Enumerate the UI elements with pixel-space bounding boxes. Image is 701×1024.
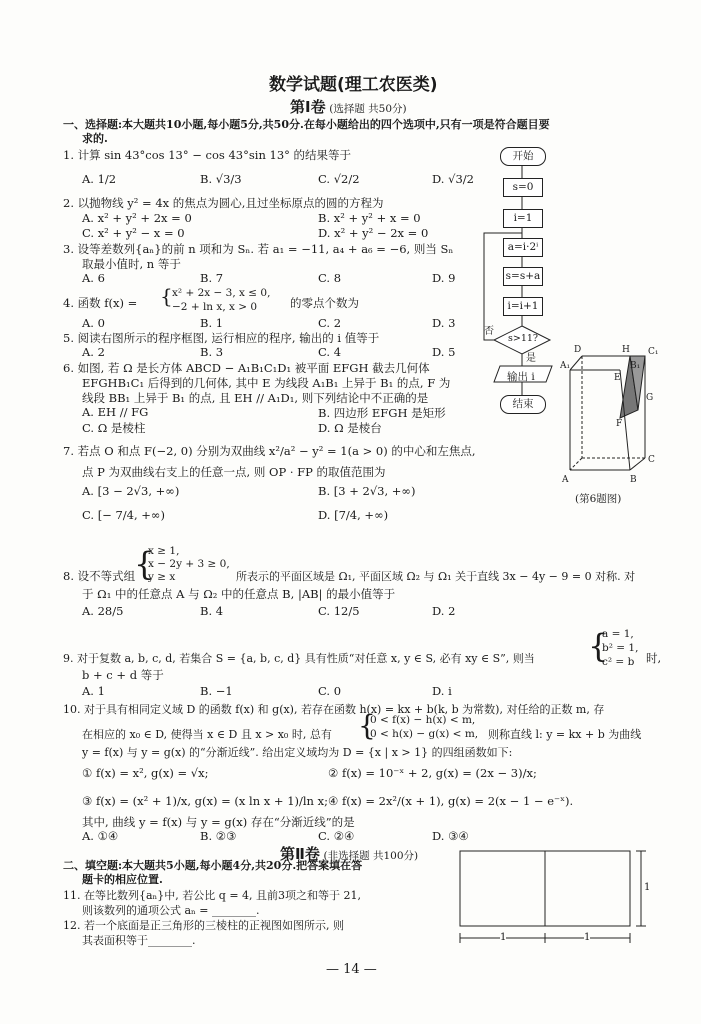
q10-line-4: 其中, 曲线 y = f(x) 与 y = g(x) 存在“分渐近线”的是 [82, 815, 355, 829]
section-2-heading-cont: 题卡的相应位置. [82, 873, 163, 886]
q5-option-d: D. 5 [432, 345, 456, 359]
figure-6-label-e: E [614, 373, 621, 383]
q10-line-2b: 则称直线 l: y = kx + b 为曲线 [488, 728, 642, 741]
figure-6-label-h: H [622, 345, 630, 355]
q5-option-c: C. 4 [318, 345, 342, 359]
q10-line-1: 10. 对于具有相同定义域 D 的函数 f(x) 和 g(x), 若存在函数 h(x) = kx + b(k, b 为常数), 对任给的正数 m, 存 [63, 703, 605, 716]
q9-option-b: B. −1 [200, 684, 233, 698]
q4-brace: { [160, 284, 173, 308]
q9-option-d: D. i [432, 684, 452, 698]
q7-line-2: 点 P 为双曲线右支上的任意一点, 则 OP · FP 的取值范围为 [82, 465, 386, 479]
figure-6-label-c: C [648, 455, 655, 465]
q6-option-d: D. Ω 是棱台 [318, 421, 382, 435]
q8-option-b: B. 4 [200, 604, 224, 618]
q8-sys-1: x ≥ 1, [148, 545, 180, 557]
q1-stem: 1. 计算 sin 43°cos 13° − cos 43°sin 13° 的结果等于 [63, 148, 352, 162]
flowchart-start: 开始 [500, 147, 546, 166]
q2-option-b: B. x² + y² + x = 0 [318, 211, 421, 225]
q8-line-2: 于 Ω₁ 中的任意点 A 与 Ω₂ 中的任意点 B, |AB| 的最小值等于 [82, 587, 396, 601]
q6-option-c: C. Ω 是棱柱 [82, 421, 146, 435]
q8-option-d: D. 2 [432, 604, 456, 618]
q3-option-d: D. 9 [432, 271, 456, 285]
q7-option-c: C. [− 7/4, +∞) [82, 508, 165, 522]
q6-line-2: EFGHB₁C₁ 后得到的几何体, 其中 E 为线段 A₁B₁ 上异于 B₁ 的点, F 为 [82, 376, 451, 390]
flowchart-end: 结束 [500, 395, 546, 414]
q10-func-3: ③ f(x) = (x² + 1)/x, g(x) = (x ln x + 1)/ln x; [82, 794, 328, 808]
volume-2-note: (非选择题 共100分) [323, 850, 419, 862]
flowchart-lines [470, 140, 570, 430]
q8-brace: { [134, 545, 155, 583]
q9-cond-2: b² = 1, [602, 642, 639, 654]
flowchart-init-i: i=1 [503, 209, 543, 228]
flowchart-yes-label: 是 [526, 353, 536, 364]
q10-func-1: ① f(x) = x², g(x) = √x; [82, 766, 209, 780]
figure-12-width-1: 1 [500, 932, 507, 943]
q10-func-2: ② f(x) = 10⁻ˣ + 2, g(x) = (2x − 3)/x; [328, 766, 537, 780]
flowchart-increment-i: i=i+1 [503, 297, 543, 316]
flowchart-update-s: s=s+a [503, 267, 543, 286]
q7-option-a: A. [3 − 2√3, +∞) [82, 484, 180, 498]
q6-line-3: 线段 BB₁ 上异于 B₁ 的点, 且 EH // A₁D₁, 则下列结论中不正确的是 [82, 391, 429, 405]
q12-line-1: 12. 若一个底面是正三角形的三棱柱的正视图如图所示, 则 [63, 919, 344, 932]
figure-12-width-2: 1 [584, 932, 591, 943]
q9-line-1: 9. 对于复数 a, b, c, d, 若集合 S = {a, b, c, d} 具有性质“对任意 x, y ∈ S, 必有 xy ∈ S”, 则当 [63, 652, 535, 665]
flowchart-condition: s>11? [508, 333, 539, 344]
q8-option-a: A. 28/5 [82, 604, 124, 618]
volume-1-note: (选择题 共50分) [329, 103, 407, 115]
q9-option-a: A. 1 [82, 684, 105, 698]
q10-option-b: B. ②③ [200, 829, 237, 843]
flowchart-compute-a: a=i·2ⁱ [503, 238, 543, 257]
figure-6-label-a: A [562, 475, 569, 485]
q2-option-d: D. x² + y² − 2x = 0 [318, 226, 429, 240]
q3-option-a: A. 6 [82, 271, 105, 285]
q7-option-d: D. [7/4, +∞) [318, 508, 389, 522]
figure-6-label-g: G [646, 393, 654, 403]
q10-ineq-1: 0 < f(x) − h(x) < m, [370, 714, 476, 726]
q3-option-c: C. 8 [318, 271, 342, 285]
q10-option-d: D. ③④ [432, 829, 469, 843]
q12-line-2: 其表面积等于________. [82, 934, 196, 947]
figure-6-caption: (第6题图) [575, 493, 622, 505]
q8-line-1: 8. 设不等式组 [63, 569, 136, 583]
q2-stem: 2. 以抛物线 y² = 4x 的焦点为圆心,且过坐标原点的圆的方程为 [63, 196, 384, 210]
q7-option-b: B. [3 + 2√3, +∞) [318, 484, 416, 498]
flowchart-init-s: s=0 [503, 178, 543, 197]
flowchart-no-label: 否 [484, 326, 494, 337]
page-title: 数学试题(理工农医类) [269, 75, 438, 95]
section-1-heading-cont: 求的. [82, 132, 108, 145]
q10-ineq-2: 0 < h(x) − g(x) < m, [370, 728, 479, 740]
q4-option-d: D. 3 [432, 316, 456, 330]
q1-option-c: C. √2/2 [318, 172, 360, 186]
q5-stem: 5. 阅读右图所示的程序框图, 运行相应的程序, 输出的 i 值等于 [63, 331, 380, 345]
section-1-heading: 一、选择题:本大题共10小题,每小题5分,共50分.在每小题给出的四个选项中,只有一项是符合题目要 [63, 118, 550, 131]
q4-case-2: −2 + ln x, x > 0 [172, 301, 258, 313]
section-2-heading: 二、填空题:本大题共5小题,每小题4分,共20分.把答案填在答 [63, 859, 363, 872]
q1-option-b: B. √3/3 [200, 172, 242, 186]
q4-option-a: A. 0 [82, 316, 105, 330]
figure-6-label-b: B [630, 475, 637, 485]
figure-12-height: 1 [644, 882, 651, 893]
q1-option-d: D. √3/2 [432, 172, 474, 186]
q3-option-b: B. 7 [200, 271, 224, 285]
figure-6-label-c1: C₁ [648, 347, 659, 357]
q9-line-2: b + c + d 等于 [82, 668, 164, 682]
q9-cond-3: c² = b [602, 656, 635, 668]
q4-suffix: 的零点个数为 [290, 296, 359, 310]
q10-line-3: y = f(x) 与 y = g(x) 的“分渐近线”. 给出定义域均为 D = {x | x > 1} 的四组函数如下: [82, 746, 513, 759]
q2-option-a: A. x² + y² + 2x = 0 [82, 211, 192, 225]
q10-line-2a: 在相应的 x₀ ∈ D, 使得当 x ∈ D 且 x > x₀ 时, 总有 [82, 728, 332, 741]
volume-2-title: 第Ⅱ卷 [280, 845, 320, 863]
figure-12-front-view [450, 845, 670, 950]
q10-option-a: A. ①④ [82, 829, 119, 843]
q7-line-1: 7. 若点 O 和点 F(−2, 0) 分别为双曲线 x²/a² − y² = 1(a > 0) 的中心和左焦点, [63, 444, 476, 458]
q4-option-c: C. 2 [318, 316, 342, 330]
q10-option-c: C. ②④ [318, 829, 355, 843]
figure-6-label-b1: B₁ [630, 361, 641, 371]
q6-option-b: B. 四边形 EFGH 是矩形 [318, 406, 446, 420]
volume-1-title: 第Ⅰ卷 [290, 98, 326, 116]
volume-1-heading [290, 96, 407, 117]
q2-option-c: C. x² + y² − x = 0 [82, 226, 185, 240]
q8-sys-2: x − 2y + 3 ≥ 0, [148, 558, 230, 570]
q3-stem: 3. 设等差数列{aₙ}的前 n 项和为 Sₙ. 若 a₁ = −11, a₄ + a₆ = −6, 则当 Sₙ [63, 242, 454, 256]
q4-option-b: B. 1 [200, 316, 224, 330]
page-number: — 14 — [326, 962, 377, 977]
q6-option-a: A. EH // FG [82, 405, 149, 419]
q6-line-1: 6. 如图, 若 Ω 是长方体 ABCD − A₁B₁C₁D₁ 被平面 EFGH 截去几何体 [63, 361, 430, 375]
figure-6-cuboid [560, 340, 690, 490]
figure-6-label-f: F [616, 419, 623, 429]
q9-brace: { [588, 627, 609, 665]
q3-stem-cont: 取最小值时, n 等于 [82, 257, 181, 271]
q5-option-b: B. 3 [200, 345, 224, 359]
q9-tail: 时, [646, 651, 662, 665]
q11-line-2: 则该数列的通项公式 aₙ = ________. [82, 904, 260, 917]
q8-option-c: C. 12/5 [318, 604, 360, 618]
q11-line-1: 11. 在等比数列{aₙ}中, 若公比 q = 4, 且前3项之和等于 21, [63, 889, 362, 902]
q5-option-a: A. 2 [82, 345, 105, 359]
figure-6-label-d: D [574, 345, 582, 355]
q9-cond-1: a = 1, [602, 628, 634, 640]
q8-line-1-cont: 所表示的平面区域是 Ω₁, 平面区域 Ω₂ 与 Ω₁ 关于直线 3x − 4y − 9 = 0 对称. 对 [236, 570, 636, 583]
q8-sys-3: y ≥ x [148, 571, 176, 583]
q9-option-c: C. 0 [318, 684, 342, 698]
q10-func-4: ④ f(x) = 2x²/(x + 1), g(x) = 2(x − 1 − e⁻ˣ). [328, 794, 574, 808]
q1-option-a: A. 1/2 [82, 172, 117, 186]
q10-brace: { [358, 709, 376, 742]
q4-case-1: x² + 2x − 3, x ≤ 0, [172, 287, 271, 299]
figure-6-label-a1: A₁ [560, 361, 571, 371]
q4-prefix: 4. 函数 f(x) = [63, 296, 138, 310]
flowchart-output: 输出 i [507, 371, 535, 383]
